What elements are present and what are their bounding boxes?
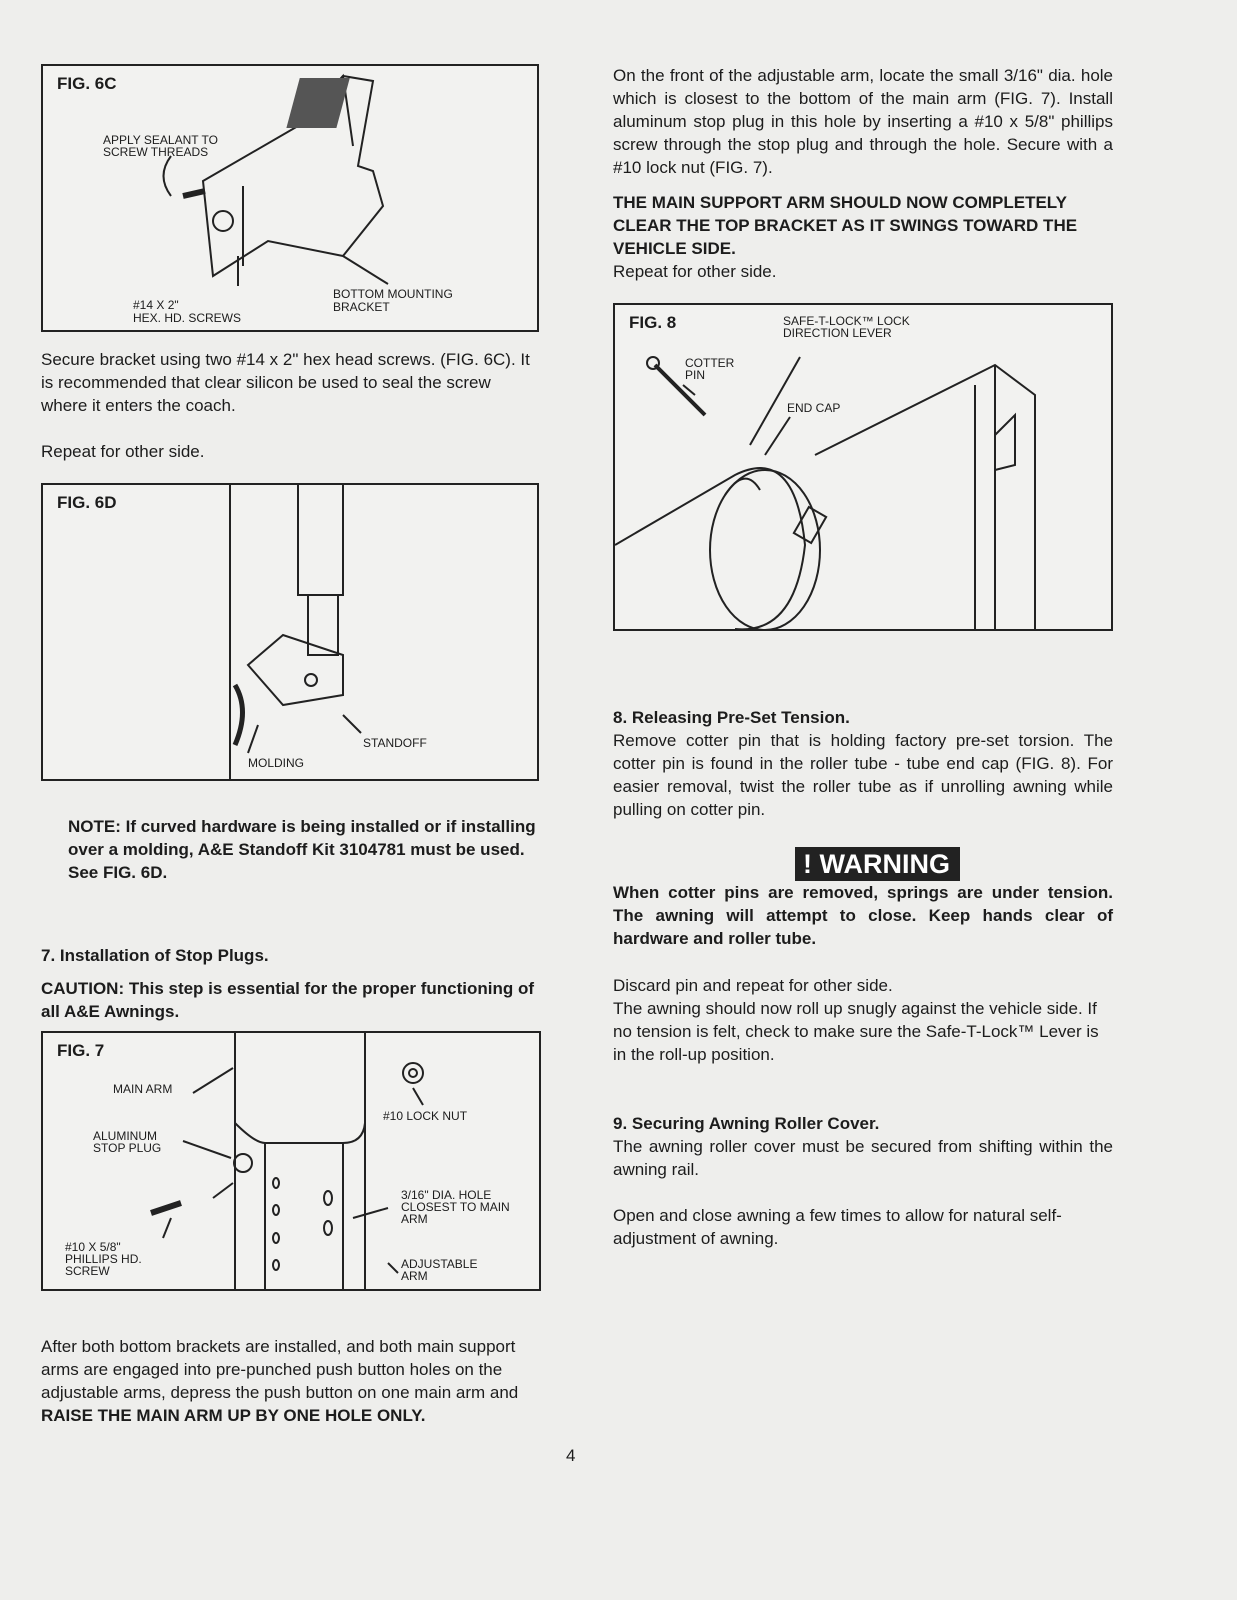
paragraph: The awning should now roll up snugly against the vehicle side. If no tension is felt, check to make sure the Safe-T-Lock™ Lever is in the roll-up position. [613,999,1099,1064]
text-bold: RAISE THE MAIN ARM UP BY ONE HOLE ONLY. [41,1406,426,1425]
hole-label: 3/16" DIA. HOLE CLOSEST TO MAIN ARM [401,1188,510,1226]
emphasis: THE MAIN SUPPORT ARM SHOULD NOW COMPLETELY CLEAR THE TOP BRACKET AS IT SWINGS TOWARD THE VEHICLE SIDE. [613,193,1078,258]
warning-row [613,847,1113,881]
paragraph: Discard pin and repeat for other side. [613,976,893,995]
paragraph: The awning roller cover must be secured from shifting within the awning rail. [613,1137,1113,1179]
bracket-label-2: BRACKET [333,300,390,314]
paragraph: Secure bracket using two #14 x 2" hex head screws. (FIG. 6C). It is recommended that clear silicon be used to seal the screw where it enters the coach. [41,350,530,415]
lock-nut-label: #10 LOCK NUT [383,1109,468,1123]
note: NOTE: If curved hardware is being installed or if installing over a molding, A&E Standoff Kit 3104781 must be used. See FIG. 6D. [68,817,536,882]
standoff-illustration [43,485,537,779]
figure-title: FIG. 8 [629,313,677,332]
warning-text: When cotter pins are removed, springs are under tension. The awning will attempt to close. Keep hands clear of hardware and roller tube. [613,883,1113,948]
end-cap-illustration [615,305,1111,629]
figure-title: FIG. 6C [57,74,117,93]
warning-badge: ! WARNING [795,847,960,881]
standoff-label: STANDOFF [363,736,427,750]
molding-label: MOLDING [248,756,305,770]
figure-title: FIG. 6D [57,493,117,512]
figure-6d [41,483,539,781]
sealant-label: APPLY SEALANT TO SCREW THREADS [103,133,218,159]
figure-6c [41,64,539,332]
screw-label: #10 X 5/8" PHILLIPS HD. SCREW [65,1240,142,1278]
step-8-heading: 8. Releasing Pre-Set Tension. [613,708,850,727]
paragraph [41,1335,541,1427]
adjustable-arm-label: ADJUSTABLE ARM [401,1257,478,1283]
bracket-illustration [43,66,537,330]
bracket-label-1: BOTTOM MOUNTING [333,287,453,301]
text: After both bottom brackets are installed, and both main support arms are engaged into pre-punched push button holes on the adjustable arms, depress the push button on one main arm and [41,1337,519,1402]
stop-plug-label: ALUMINUM STOP PLUG [93,1129,162,1155]
caution: CAUTION: This step is essential for the proper functioning of all A&E Awnings. [41,979,535,1021]
cotter-pin-label: COTTER PIN [685,356,735,382]
paragraph: Remove cotter pin that is holding factory pre-set torsion. The cotter pin is found in the roller tube - tube end cap (FIG. 8). For easier removal, twist the roller tube as if unrolling awning while pulling on cotter pin. [613,731,1113,819]
left-column [41,64,541,1427]
step-7-heading: 7. Installation of Stop Plugs. [41,946,269,965]
figure-8 [613,303,1113,631]
paragraph: Repeat for other side. [613,262,777,281]
right-column [613,64,1113,1250]
lever-label: SAFE-T-LOCK™ LOCK DIRECTION LEVER [783,314,910,340]
paragraph: On the front of the adjustable arm, locate the small 3/16" dia. hole which is closest to the bottom of the main arm (FIG. 7). Install aluminum stop plug in this hole by inserting a #10 x 5/8" phillips screw through the stop plug and through the hole. Secure with a #10 lock nut (FIG. 7). [613,66,1113,177]
paragraph: Repeat for other side. [41,442,205,461]
figure-title: FIG. 7 [57,1041,105,1060]
paragraph: Open and close awning a few times to allow for natural self-adjustment of awning. [613,1206,1062,1248]
screws-label-2: HEX. HD. SCREWS [133,311,242,325]
main-arm-label: MAIN ARM [113,1082,173,1096]
screws-label-1: #14 X 2" [133,298,179,312]
end-cap-label: END CAP [787,401,841,415]
page-number: 4 [566,1446,576,1465]
step-9-heading: 9. Securing Awning Roller Cover. [613,1114,880,1133]
figure-7 [41,1031,541,1291]
